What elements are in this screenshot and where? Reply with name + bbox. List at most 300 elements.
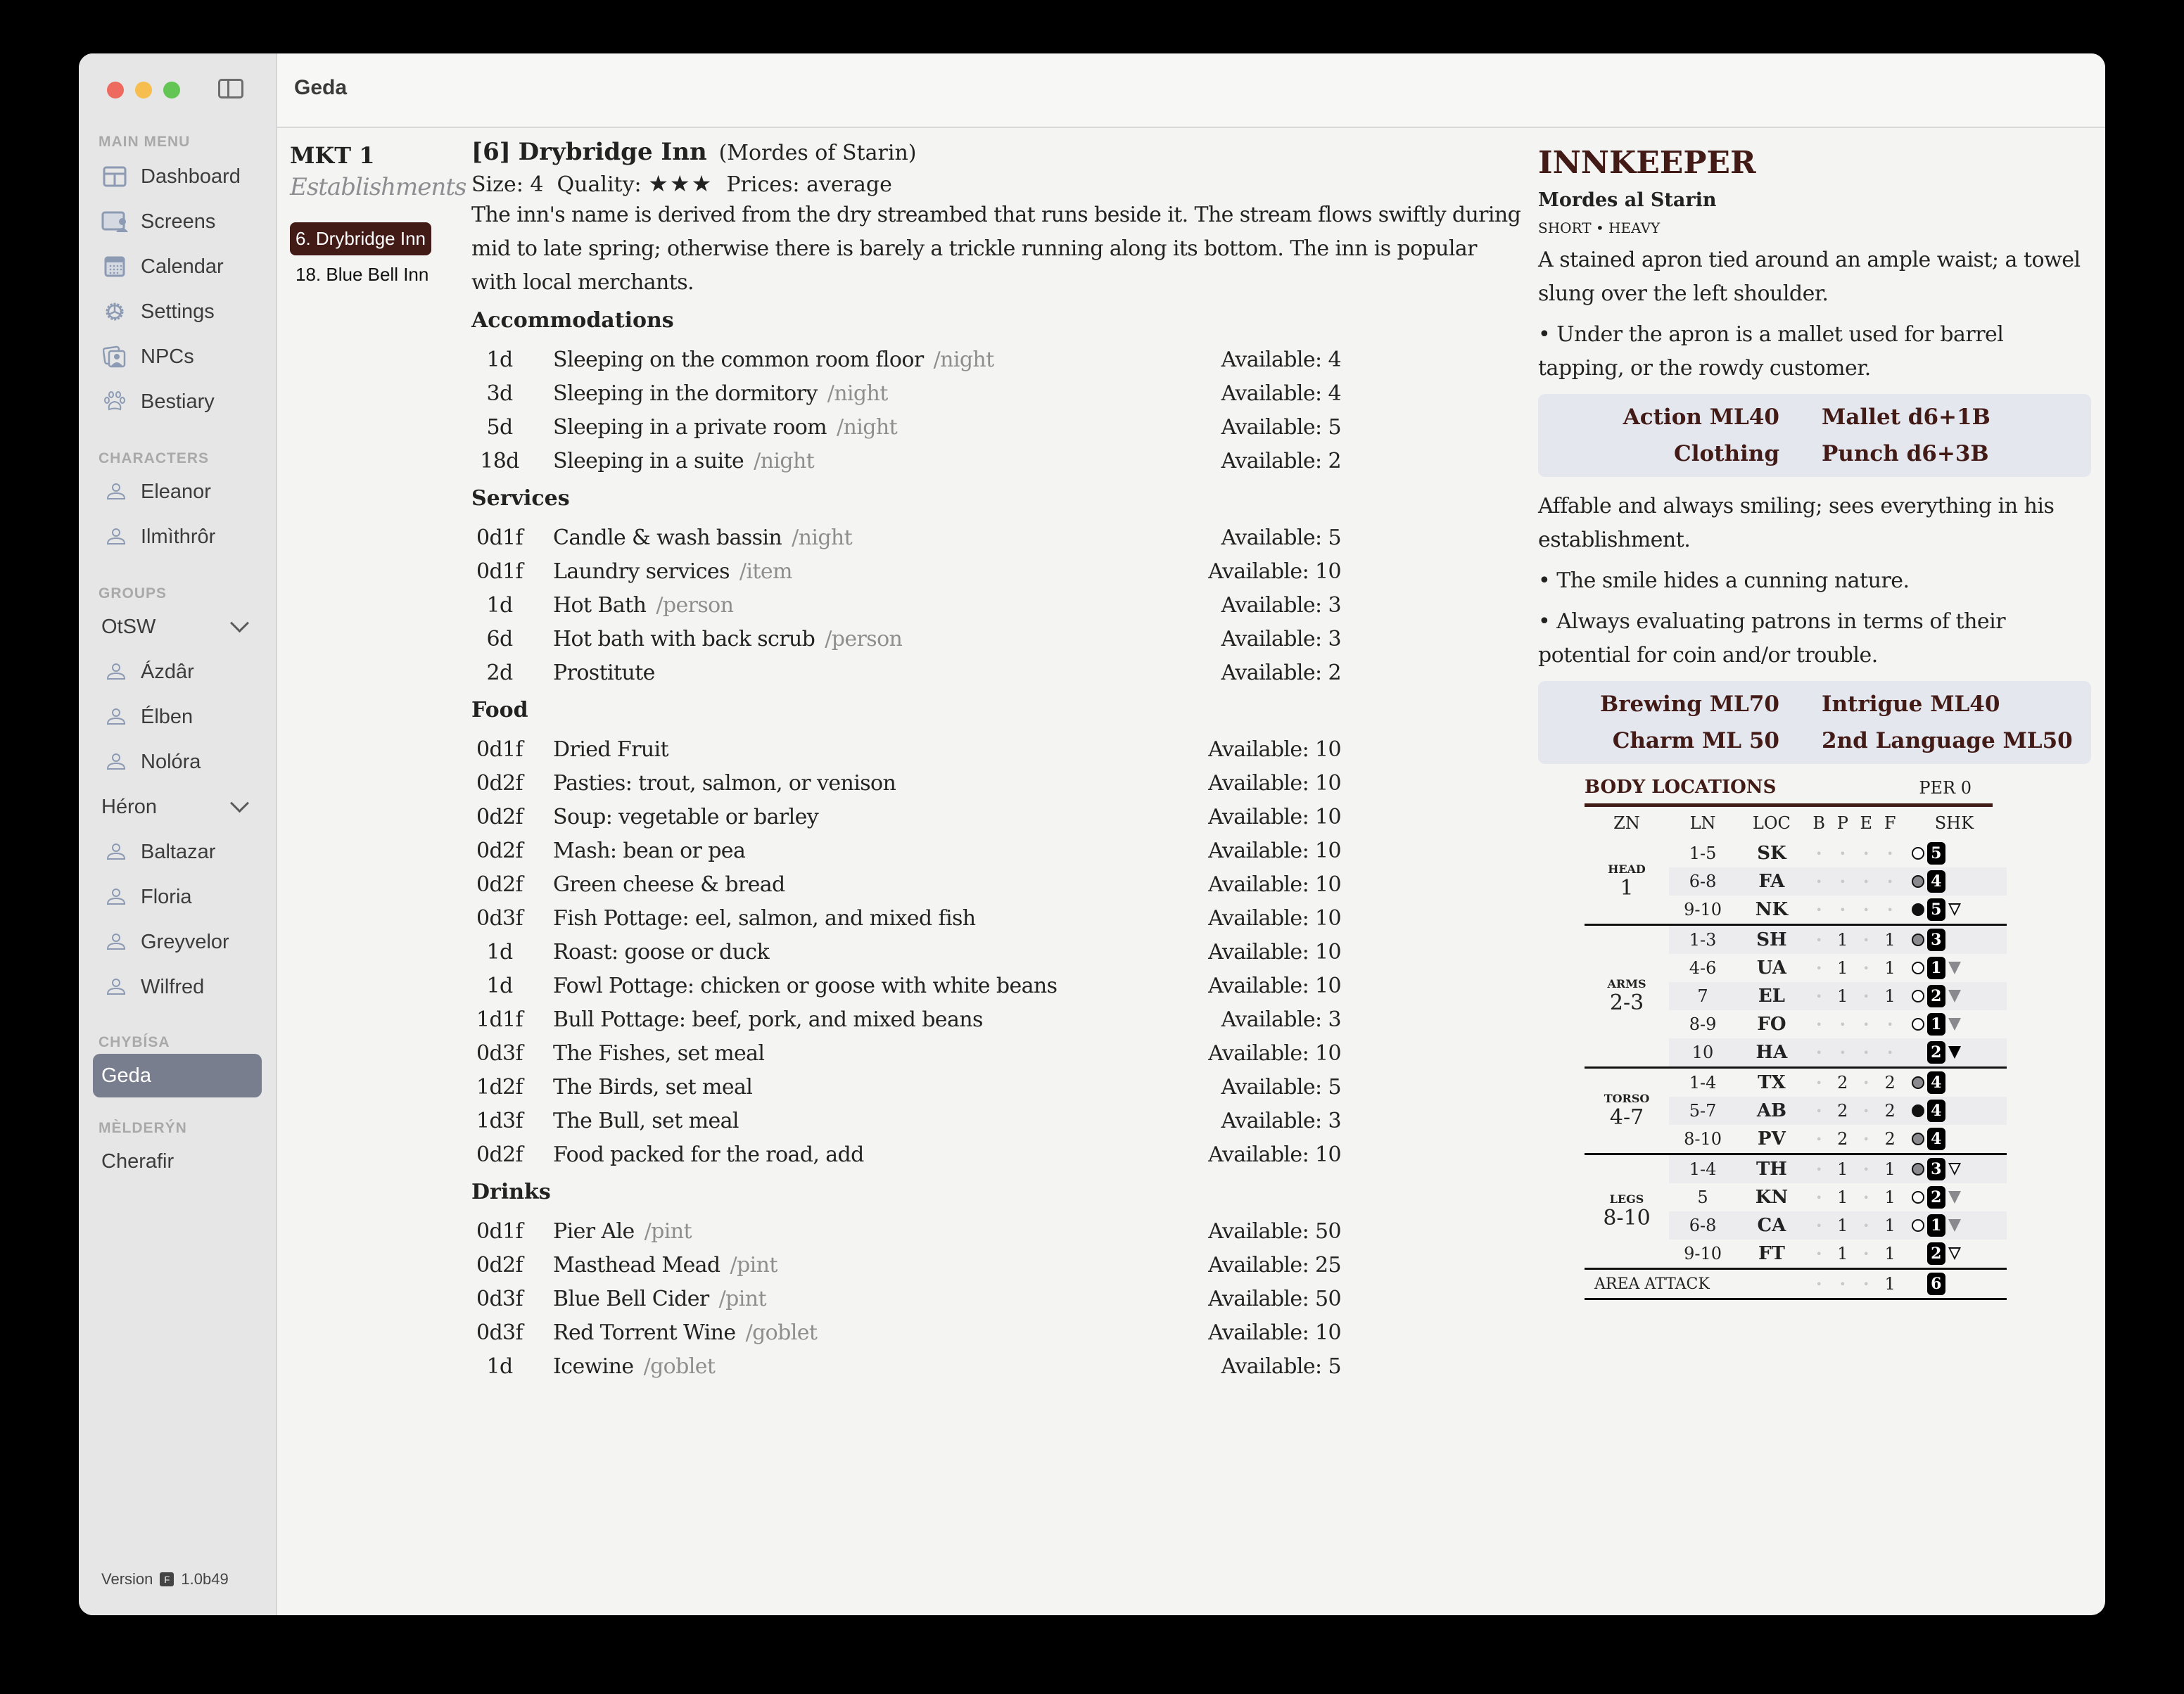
chevron-down-icon[interactable] [230, 613, 249, 632]
sidebar-item-ilmithror[interactable] [101, 519, 215, 554]
ln-cell: 5-7 [1669, 1097, 1737, 1125]
armor-b-cell: • [1807, 1154, 1831, 1184]
shock-value: 5 [1927, 842, 1945, 865]
item-name [553, 872, 1200, 897]
item-name [553, 348, 1200, 372]
category-heading: Drinks [471, 1180, 551, 1204]
item-label: Mash: bean or pea [553, 838, 746, 863]
item-label: The Fishes, set meal [553, 1040, 765, 1066]
loc-cell: SH [1737, 925, 1807, 955]
armor-e-cell: • [1854, 1211, 1879, 1240]
price-row [471, 1002, 1569, 1036]
sidebar-item-screens[interactable] [101, 204, 215, 239]
loc-cell: FO [1757, 1014, 1786, 1035]
version-info [101, 1570, 229, 1588]
price-row [471, 766, 1569, 800]
person-icon [106, 705, 127, 729]
item-label: Bull Pottage: beef, pork, and mixed beans [553, 1007, 983, 1032]
sidebar-item-calendar[interactable] [101, 249, 224, 284]
sidebar-item-label: Cherafir [101, 1150, 174, 1173]
item-availability: Available: 3 [1221, 1007, 1341, 1032]
sidebar-item-elben[interactable] [101, 699, 193, 734]
person-icon [106, 750, 127, 774]
shock-value: 3 [1927, 1158, 1945, 1180]
item-name [553, 1142, 1200, 1167]
item-price: 0d1f [476, 737, 523, 762]
person-icon [106, 885, 127, 909]
sidebar-item-label: NPCs [141, 345, 194, 368]
armor-e-cell: • [1862, 903, 1869, 917]
column-header: LOC [1752, 813, 1791, 833]
column-header: E [1860, 813, 1873, 833]
sidebar-item-dashboard[interactable] [101, 159, 241, 194]
item-availability: Available: 10 [1208, 804, 1341, 829]
body-locations [1585, 777, 2007, 1301]
paw-icon [101, 390, 128, 414]
item-price: 0d1f [476, 1218, 523, 1244]
zone-range: 8-10 [1603, 1206, 1651, 1230]
item-unit: /person [656, 592, 734, 618]
item-label: Red Torrent Wine [553, 1320, 736, 1345]
item-name [553, 593, 1200, 618]
armor-b-cell: • [1815, 846, 1822, 860]
calendar-icon [101, 255, 128, 279]
sidebar-item-geda[interactable] [93, 1054, 262, 1097]
close-window-button[interactable] [107, 82, 124, 98]
loc-cell: TX [1737, 1068, 1807, 1097]
shock-value: 1 [1927, 957, 1945, 979]
section-characters: CHARACTERS [99, 450, 209, 466]
item-unit: /item [739, 559, 792, 584]
armor-e-cell: • [1854, 1154, 1879, 1184]
ln-cell: 8-9 [1689, 1014, 1717, 1034]
body-location-row [1585, 1068, 2007, 1097]
section-groups: GROUPS [99, 585, 167, 601]
triangle-icon [1948, 1018, 1961, 1031]
item-name [553, 381, 1200, 406]
zone-range: 4-7 [1609, 1105, 1644, 1130]
armor-f-cell: 2 [1884, 1129, 1896, 1149]
triangle-icon [1948, 1191, 1961, 1204]
triangle-icon [1948, 1247, 1961, 1260]
establishments-heading: Establishments [290, 173, 466, 201]
item-availability: Available: 10 [1208, 939, 1341, 964]
size-label: Size: [471, 172, 523, 197]
item-unit: /pint [644, 1218, 692, 1244]
market-label: MKT 1 [290, 142, 375, 169]
column-header: SHK [1934, 813, 1974, 833]
item-price: 1d3f [476, 1108, 523, 1133]
armor-e-cell: • [1854, 1038, 1879, 1068]
category-heading: Services [471, 486, 570, 511]
ln-cell: 9-10 [1684, 900, 1722, 919]
item-availability: Available: 10 [1208, 1040, 1341, 1066]
item-availability: Available: 25 [1208, 1252, 1341, 1278]
price-row [471, 1070, 1569, 1104]
section-chybisa: CHYBÍSA [99, 1034, 170, 1050]
armor-p-cell: • [1839, 1017, 1846, 1031]
star-icon: ★★★ [648, 170, 713, 197]
armor-f-cell: • [1879, 1038, 1902, 1068]
zone-range: 2-3 [1609, 991, 1644, 1015]
item-name [553, 974, 1200, 998]
sidebar-item-baltazar[interactable] [101, 834, 215, 870]
armor-e-cell: • [1862, 1132, 1869, 1146]
body-location-row [1585, 1154, 2007, 1184]
inn-name: Drybridge Inn [518, 138, 707, 166]
circle-icon [1912, 1104, 1924, 1117]
item-price: 5d [486, 414, 513, 440]
npc-personality: Affable and always smiling; sees everything in his establishment. [1538, 494, 2055, 552]
item-name [553, 661, 1200, 685]
armor-e-cell: • [1862, 1017, 1869, 1031]
minimize-window-button[interactable] [135, 82, 152, 98]
item-unit: /night [827, 381, 888, 406]
item-name [553, 627, 1200, 651]
item-unit: /pint [730, 1252, 777, 1278]
person-icon [106, 930, 127, 954]
shock-value: 5 [1927, 898, 1945, 921]
circle-icon [1912, 1018, 1924, 1031]
sidebar-item-floria[interactable] [101, 879, 192, 915]
item-name [553, 449, 1200, 473]
shock-value: 2 [1927, 1041, 1945, 1064]
sidebar-item-cherafir[interactable] [101, 1144, 174, 1179]
armor-f-cell: 1 [1879, 1211, 1902, 1240]
armor-p-cell: 2 [1837, 1129, 1848, 1149]
item-price: 1d [486, 1354, 513, 1379]
item-name [553, 805, 1200, 829]
item-label: Icewine [553, 1354, 634, 1379]
armor-p-cell: • [1839, 903, 1846, 917]
price-row [471, 554, 1569, 588]
ln-cell: 10 [1669, 1038, 1737, 1068]
armor-p-cell: 1 [1831, 925, 1854, 955]
column-header: P [1836, 813, 1848, 833]
person-icon [106, 525, 127, 549]
category-heading: Food [471, 698, 528, 722]
stat-clothing: Clothing [1674, 441, 1779, 466]
prices-label: Prices: [726, 172, 800, 197]
item-availability: Available: 3 [1221, 1108, 1341, 1133]
sidebar-item-label: Bestiary [141, 390, 215, 413]
loc-cell: KN [1755, 1187, 1789, 1208]
shock-cell [1902, 1240, 2007, 1269]
sidebar-item-label: Screens [141, 210, 216, 233]
shock-value: 3 [1927, 929, 1945, 951]
establishment-item-blue-bell[interactable]: 18. Blue Bell Inn [296, 264, 429, 285]
item-price: 1d [486, 939, 513, 964]
ln-cell: 7 [1669, 982, 1737, 1010]
item-name [553, 1320, 1200, 1345]
circle-icon [1912, 1076, 1924, 1089]
person-icon [106, 480, 127, 504]
item-availability: Available: 2 [1221, 660, 1341, 685]
quality-label: Quality: [557, 172, 642, 197]
skill-stats [1538, 681, 2091, 764]
gear-icon [101, 300, 128, 324]
item-name [553, 940, 1200, 964]
armor-p-cell: 1 [1837, 958, 1848, 978]
loc-cell: EL [1737, 982, 1807, 1010]
body-location-row [1585, 925, 2007, 955]
armor-e-cell: • [1854, 925, 1879, 955]
sidebar-item-label: Wilfred [141, 975, 205, 998]
armor-e-cell: • [1854, 867, 1879, 896]
armor-f-cell: • [1886, 846, 1893, 860]
circle-icon [1912, 903, 1924, 916]
sidebar-item-wilfred[interactable] [101, 969, 204, 1005]
armor-p-cell: 2 [1831, 1097, 1854, 1125]
window-controls [107, 82, 180, 98]
item-name [553, 1287, 1200, 1311]
shock-value: 4 [1927, 870, 1945, 893]
sidebar-item-nolora[interactable] [101, 744, 201, 779]
armor-e-cell: • [1862, 846, 1869, 860]
item-label: Fowl Pottage: chicken or goose with white beans [553, 973, 1058, 998]
item-availability: Available: 50 [1208, 1286, 1341, 1311]
price-row [471, 1104, 1569, 1138]
price-row [471, 800, 1569, 834]
item-label: Sleeping in a private room [553, 414, 827, 440]
triangle-icon [1948, 962, 1961, 974]
armor-e-cell: • [1862, 961, 1869, 975]
triangle-icon [1948, 1046, 1961, 1059]
item-price: 3d [486, 381, 513, 406]
price-row [471, 867, 1569, 901]
sidebar-item-npcs[interactable] [101, 339, 194, 374]
item-availability: Available: 4 [1221, 347, 1341, 372]
area-attack-label: AREA ATTACK [1585, 1269, 1807, 1299]
item-label: Roast: goose or duck [553, 939, 770, 964]
item-availability: Available: 5 [1221, 414, 1341, 440]
shock-value: 2 [1927, 1186, 1945, 1209]
npc-appearance-note: • Under the apron is a mallet used for barrel tapping, or the rowdy customer. [1538, 322, 2004, 381]
item-availability: Available: 50 [1208, 1218, 1341, 1244]
price-row [471, 588, 1569, 622]
circle-icon [1912, 1191, 1924, 1204]
armor-p-cell: • [1831, 867, 1854, 896]
area-attack-row [1585, 1269, 2007, 1299]
sidebar-toggle-icon[interactable] [218, 79, 243, 98]
prices-value: average [806, 172, 892, 197]
shock-cell [1902, 1269, 2007, 1299]
zone-cell [1585, 1068, 1669, 1154]
circle-icon [1912, 962, 1924, 974]
armor-f-cell: 2 [1879, 1068, 1902, 1097]
sidebar-item-label: Ázdâr [141, 660, 194, 683]
ln-cell: 6-8 [1669, 1211, 1737, 1240]
sidebar-item-eleanor[interactable] [101, 474, 211, 509]
size-value: 4 [530, 172, 544, 197]
item-availability: Available: 2 [1221, 448, 1341, 473]
armor-p-cell: 1 [1831, 1154, 1854, 1184]
group-heron[interactable] [101, 789, 256, 824]
chevron-down-icon[interactable] [230, 794, 249, 813]
sidebar-item-bestiary[interactable] [101, 384, 215, 419]
item-availability: Available: 10 [1208, 1320, 1341, 1345]
shock-cell [1902, 1010, 2007, 1038]
group-otsw[interactable] [101, 609, 256, 644]
npc-panel [1538, 145, 2091, 1301]
armor-p-cell: • [1839, 846, 1846, 860]
skill-intrigue: Intrigue ML40 [1822, 692, 2000, 717]
price-row [471, 1316, 1569, 1349]
ln-cell: 1-5 [1689, 843, 1717, 863]
shock-cell [1902, 954, 2007, 982]
item-name [553, 1253, 1200, 1278]
sidebar-item-label: Baltazar [141, 840, 216, 863]
loc-cell: FA [1737, 867, 1807, 896]
sidebar-item-settings[interactable] [101, 294, 215, 329]
armor-e-cell: • [1854, 1097, 1879, 1125]
inn-owner: (Mordes of Starin) [718, 141, 917, 165]
window-title: Geda [294, 76, 348, 99]
item-price: 0d3f [476, 905, 523, 931]
shock-cell [1902, 1211, 2007, 1240]
zone-cell [1585, 925, 1669, 1068]
price-row [471, 410, 1569, 444]
stat-mallet: Mallet d6+1B [1822, 405, 1991, 430]
zone-label: HEAD [1608, 862, 1646, 876]
shock-cell [1902, 1038, 2007, 1068]
item-price: 0d2f [476, 1252, 523, 1278]
zoom-window-button[interactable] [163, 82, 180, 98]
item-price: 6d [486, 626, 513, 651]
column-header: F [1884, 813, 1896, 833]
item-price: 2d [486, 660, 513, 685]
triangle-icon [1948, 990, 1961, 1002]
inn-description: The inn's name is derived from the dry streambed that runs beside it. The stream flows swiftly during mid to late spring; otherwise there is barely a trickle running along its bottom. The inn is popular with local merchants. [471, 203, 1521, 295]
item-price: 1d [486, 592, 513, 618]
item-label: Masthead Mead [553, 1252, 720, 1278]
app-window [79, 53, 2105, 1615]
zone-cell [1585, 1154, 1669, 1269]
triangle-icon [1948, 1219, 1961, 1232]
armor-f-cell: • [1886, 1017, 1893, 1031]
shock-value: 2 [1927, 1242, 1945, 1265]
npc-appearance: A stained apron tied around an ample waist; a towel slung over the left shoulder. [1538, 248, 2081, 306]
shock-value: 4 [1927, 1100, 1945, 1122]
price-row [471, 935, 1569, 969]
armor-e-cell: • [1862, 1190, 1869, 1204]
item-price: 1d2f [476, 1074, 523, 1100]
price-row [471, 834, 1569, 867]
price-row [471, 1349, 1569, 1383]
item-label: Soup: vegetable or barley [553, 804, 819, 829]
armor-b-cell: • [1807, 1068, 1831, 1097]
item-label: Hot bath with back scrub [553, 626, 815, 651]
stat-punch: Punch d6+3B [1822, 441, 1989, 466]
body-locations-title: BODY LOCATIONS [1585, 777, 1777, 798]
shock-value: 1 [1927, 1013, 1945, 1036]
item-label: Sleeping in the dormitory [553, 381, 818, 406]
armor-f-cell: 1 [1879, 1154, 1902, 1184]
sidebar-item-greyvelor[interactable] [101, 924, 229, 960]
triangle-icon [1948, 903, 1961, 916]
armor-b-cell: • [1815, 1190, 1822, 1204]
item-label: Prostitute [553, 660, 655, 685]
inn-meta [471, 170, 1569, 197]
loc-cell: UA [1756, 957, 1786, 979]
ln-cell: 8-10 [1684, 1129, 1722, 1149]
item-label: Hot Bath [553, 592, 647, 618]
sidebar-item-label: Geda [101, 1064, 151, 1087]
loc-cell: SK [1757, 843, 1786, 864]
title-bar [277, 53, 2105, 128]
shock-cell [1902, 1068, 2007, 1097]
item-label: The Bull, set meal [553, 1108, 739, 1133]
category-heading: Accommodations [471, 308, 674, 333]
sidebar [79, 53, 277, 1615]
circle-icon [1912, 934, 1924, 946]
shock-cell [1902, 982, 2007, 1010]
ln-cell: 4-6 [1689, 958, 1717, 978]
price-row [471, 444, 1569, 478]
item-price: 0d2f [476, 804, 523, 829]
shock-cell [1902, 1183, 2007, 1211]
section-main-menu: MAIN MENU [99, 134, 191, 150]
armor-f-cell: 1 [1884, 1244, 1896, 1263]
circle-icon [1912, 1219, 1924, 1232]
section-melderyn: MÈLDERÝN [99, 1120, 187, 1136]
person-icon [106, 975, 127, 999]
zone-label: ARMS [1607, 977, 1646, 991]
establishment-list [290, 142, 466, 291]
circle-icon [1912, 1163, 1924, 1176]
shock-cell [1902, 1125, 2007, 1154]
armor-p-cell: 2 [1831, 1068, 1854, 1097]
shock-cell [1902, 896, 2007, 925]
item-unit: /goblet [643, 1354, 716, 1379]
armor-b-cell: • [1815, 903, 1822, 917]
shock-value: 4 [1927, 1071, 1945, 1094]
armor-b-cell: • [1807, 982, 1831, 1010]
item-label: Dried Fruit [553, 737, 669, 762]
ln-cell: 1-4 [1669, 1154, 1737, 1184]
item-name [553, 771, 1200, 796]
price-row [471, 1282, 1569, 1316]
armor-b-cell: • [1807, 867, 1831, 896]
sidebar-item-label: Élben [141, 705, 193, 728]
item-availability: Available: 10 [1208, 838, 1341, 863]
item-unit: /person [825, 626, 903, 651]
dashboard-icon [101, 165, 128, 189]
item-price: 0d3f [476, 1286, 523, 1311]
shock-value: 2 [1927, 985, 1945, 1007]
circle-icon [1912, 875, 1924, 888]
sidebar-item-label: Dashboard [141, 165, 241, 188]
item-price: 0d2f [476, 770, 523, 796]
price-row [471, 1138, 1569, 1171]
person-icon [106, 660, 127, 684]
item-name [553, 1354, 1200, 1379]
armor-f-cell: 1 [1879, 925, 1902, 955]
establishment-item-drybridge[interactable]: 6. Drybridge Inn [290, 222, 431, 255]
armor-e-cell: • [1854, 982, 1879, 1010]
item-unit: /night [754, 448, 815, 473]
sidebar-item-azdar[interactable] [101, 654, 194, 689]
shock-value: 6 [1927, 1273, 1945, 1295]
item-unit: /night [933, 347, 994, 372]
loc-cell: FT [1758, 1243, 1785, 1264]
armor-f-cell: 2 [1879, 1097, 1902, 1125]
item-availability: Available: 10 [1208, 559, 1341, 584]
version-label: Version [101, 1570, 153, 1588]
inn-title [471, 138, 1569, 166]
item-name [553, 906, 1200, 931]
shock-cell [1902, 867, 2007, 896]
